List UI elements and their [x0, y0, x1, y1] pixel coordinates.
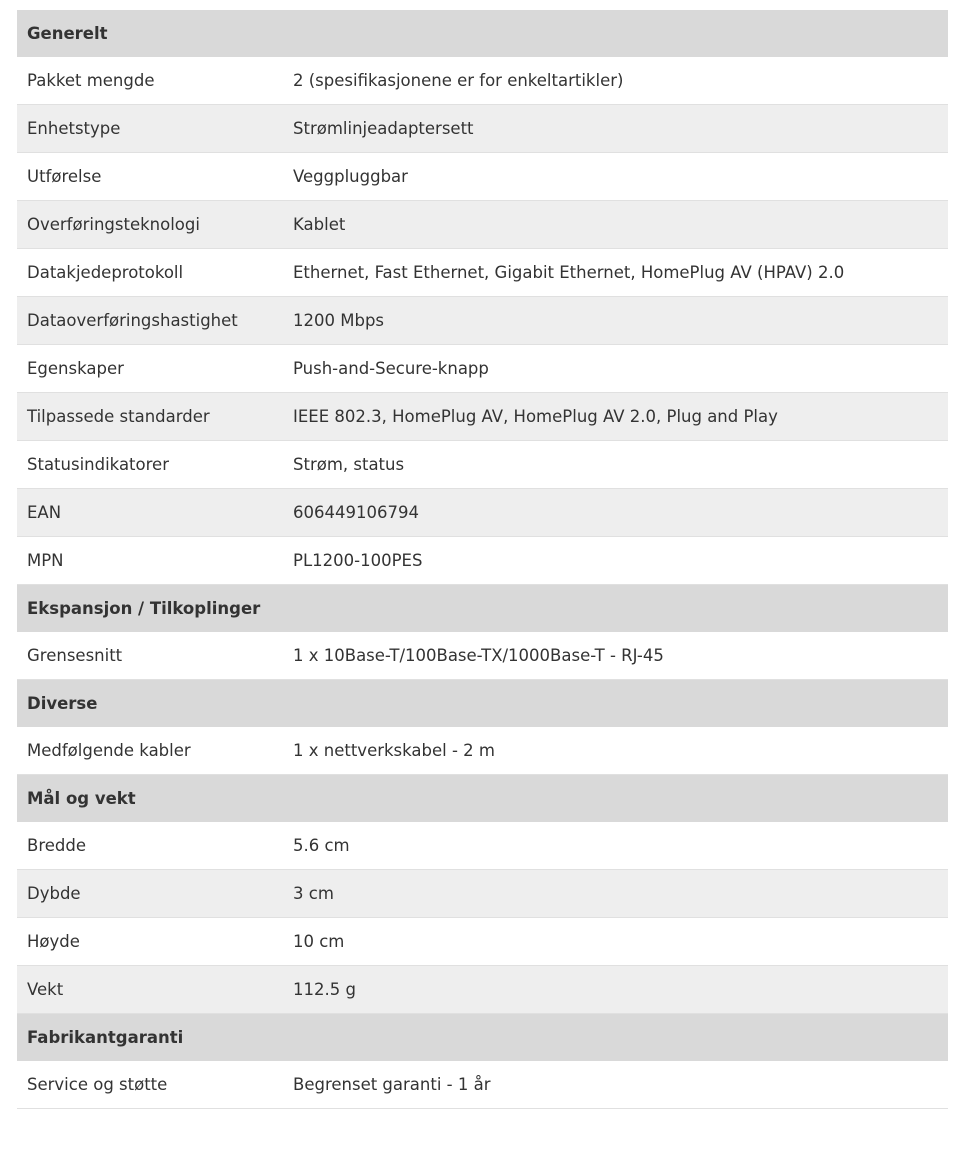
spec-row — [17, 297, 948, 345]
spec-label: MPN — [27, 551, 64, 570]
section-header: Fabrikantgaranti — [17, 1014, 948, 1061]
spec-row — [17, 441, 948, 489]
spec-row — [17, 201, 948, 249]
spec-value: Veggpluggbar — [293, 167, 408, 186]
spec-value: PL1200-100PES — [293, 551, 423, 570]
section-header: Generelt — [17, 10, 948, 57]
spec-label: Grensesnitt — [27, 646, 123, 665]
spec-value: Begrenset garanti - 1 år — [293, 1075, 491, 1094]
spec-value: Push-and-Secure-knapp — [293, 359, 489, 378]
spec-value: 1200 Mbps — [293, 311, 385, 330]
spec-value: 2 (spesifikasjonene er for enkeltartikler) — [293, 71, 624, 90]
spec-row — [17, 822, 948, 870]
spec-label: Enhetstype — [27, 119, 121, 138]
spec-label: Statusindikatorer — [27, 455, 169, 474]
spec-label: Tilpassede standarder — [27, 407, 210, 426]
spec-label: Dybde — [27, 884, 81, 903]
spec-label: Egenskaper — [27, 359, 124, 378]
section-header: Ekspansjon / Tilkoplinger — [17, 585, 948, 632]
spec-row — [17, 1061, 948, 1109]
spec-row — [17, 870, 948, 918]
spec-row — [17, 345, 948, 393]
spec-table — [17, 10, 948, 1109]
spec-label: Høyde — [27, 932, 80, 951]
spec-label: Pakket mengde — [27, 71, 155, 90]
spec-row — [17, 489, 948, 537]
spec-value: Strømlinjeadaptersett — [293, 119, 474, 138]
spec-row — [17, 918, 948, 966]
spec-value: Strøm, status — [293, 455, 405, 474]
spec-row — [17, 632, 948, 680]
spec-value: 10 cm — [293, 932, 345, 951]
spec-row — [17, 105, 948, 153]
spec-row — [17, 249, 948, 297]
spec-row — [17, 727, 948, 775]
spec-label: Overføringsteknologi — [27, 215, 200, 234]
spec-value: 1 x nettverkskabel - 2 m — [293, 741, 495, 760]
spec-label: Vekt — [27, 980, 64, 999]
spec-row — [17, 966, 948, 1014]
spec-label: EAN — [27, 503, 62, 522]
spec-value: 3 cm — [293, 884, 334, 903]
spec-value: Ethernet, Fast Ethernet, Gigabit Ethernet, HomePlug AV (HPAV) 2.0 — [293, 263, 845, 282]
spec-value: IEEE 802.3, HomePlug AV, HomePlug AV 2.0, Plug and Play — [293, 407, 778, 426]
spec-label: Service og støtte — [27, 1075, 168, 1094]
spec-row — [17, 393, 948, 441]
spec-value: 606449106794 — [293, 503, 419, 522]
spec-label: Datakjedeprotokoll — [27, 263, 184, 282]
section-header: Diverse — [17, 680, 948, 727]
spec-row — [17, 57, 948, 105]
spec-value: Kablet — [293, 215, 346, 234]
spec-value: 112.5 g — [293, 980, 356, 999]
spec-label: Dataoverføringshastighet — [27, 311, 238, 330]
section-header: Mål og vekt — [17, 775, 948, 822]
spec-value: 5.6 cm — [293, 836, 350, 855]
spec-value: 1 x 10Base-T/100Base-TX/1000Base-T - RJ-45 — [293, 646, 664, 665]
spec-label: Utførelse — [27, 167, 102, 186]
spec-label: Medfølgende kabler — [27, 741, 191, 760]
spec-label: Bredde — [27, 836, 86, 855]
spec-row — [17, 537, 948, 585]
spec-row — [17, 153, 948, 201]
